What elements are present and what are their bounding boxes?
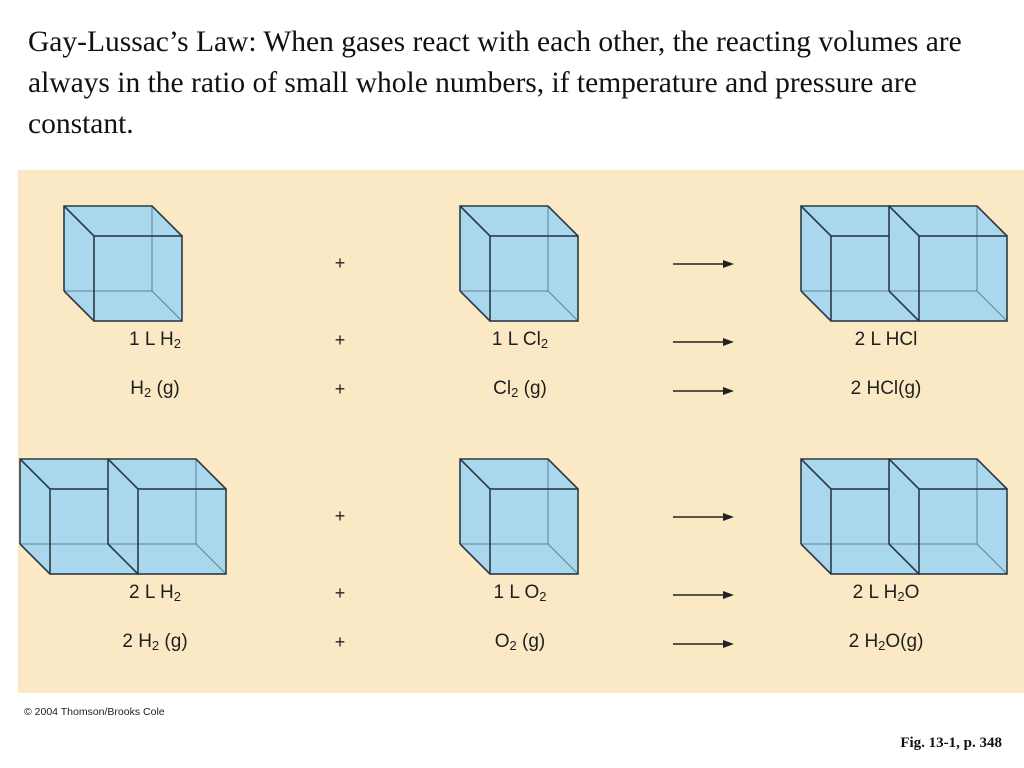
reaction-1-arrow-volume bbox=[673, 338, 734, 346]
reaction-2-product-formula: 2 $H_2O(g)$ bbox=[848, 631, 924, 653]
reaction-1-reactant1-formula: $H_2$ (g) bbox=[130, 378, 180, 400]
reaction-1-arrow-formula bbox=[673, 387, 734, 395]
reaction-1-plus-volume: + bbox=[334, 330, 346, 350]
reaction-2-plus-formula: + bbox=[334, 632, 346, 652]
reaction-1-reactant2-formula: $Cl_2$ (g) bbox=[493, 378, 547, 400]
slide-title: Gay-Lussac’s Law: When gases react with each other, the reacting volumes are always in the ratio of small whole numbers, if temperature and pressure are constant. bbox=[28, 26, 962, 140]
reaction-2-plus-cubes: + bbox=[334, 506, 346, 526]
reaction-2-product-cube-2 bbox=[889, 459, 1007, 574]
reaction-2-arrow-formula bbox=[673, 640, 734, 648]
reaction-2-reactant1-volume: 2 L $H_2$ bbox=[129, 582, 181, 604]
reaction-1-reactant1-cube-1 bbox=[64, 206, 182, 321]
reaction-2-product-volume: 2 L $H_2O$ bbox=[852, 582, 920, 604]
reaction-2-reactant2-formula: $O_2$ (g) bbox=[494, 631, 546, 653]
reaction-1-plus-formula: + bbox=[334, 379, 346, 399]
cube-diagram bbox=[18, 170, 1024, 693]
gay-lussac-figure bbox=[18, 170, 1024, 693]
reaction-1-product-volume: 2 L HCl bbox=[854, 329, 918, 350]
reaction-2-arrow-cubes bbox=[673, 513, 734, 521]
reaction-1-reactant1-volume: 1 L $H_2$ bbox=[129, 329, 181, 351]
reaction-2-reactant2-volume: 1 L $O_2$ bbox=[493, 582, 547, 604]
reaction-1-plus-cubes: + bbox=[334, 253, 346, 273]
reaction-2-arrow-volume bbox=[673, 591, 734, 599]
reaction-1-reactant2-volume: 1 L $Cl_2$ bbox=[491, 329, 549, 351]
reaction-2-reactant1-cube-2 bbox=[108, 459, 226, 574]
reaction-2-reactant2-cube-1 bbox=[460, 459, 578, 574]
reaction-2-reactant1-formula: 2 $H_2$ (g) bbox=[122, 631, 188, 653]
reaction-1-product-cube-2 bbox=[889, 206, 1007, 321]
figure-reference: Fig. 13-1, p. 348 bbox=[900, 735, 1002, 751]
reaction-2-plus-volume: + bbox=[334, 583, 346, 603]
reaction-1-product-formula: 2 HCl(g) bbox=[850, 378, 922, 399]
reaction-1-reactant2-cube-1 bbox=[460, 206, 578, 321]
reaction-1-arrow-cubes bbox=[673, 260, 734, 268]
copyright-text: © 2004 Thomson/Brooks Cole bbox=[24, 706, 165, 718]
